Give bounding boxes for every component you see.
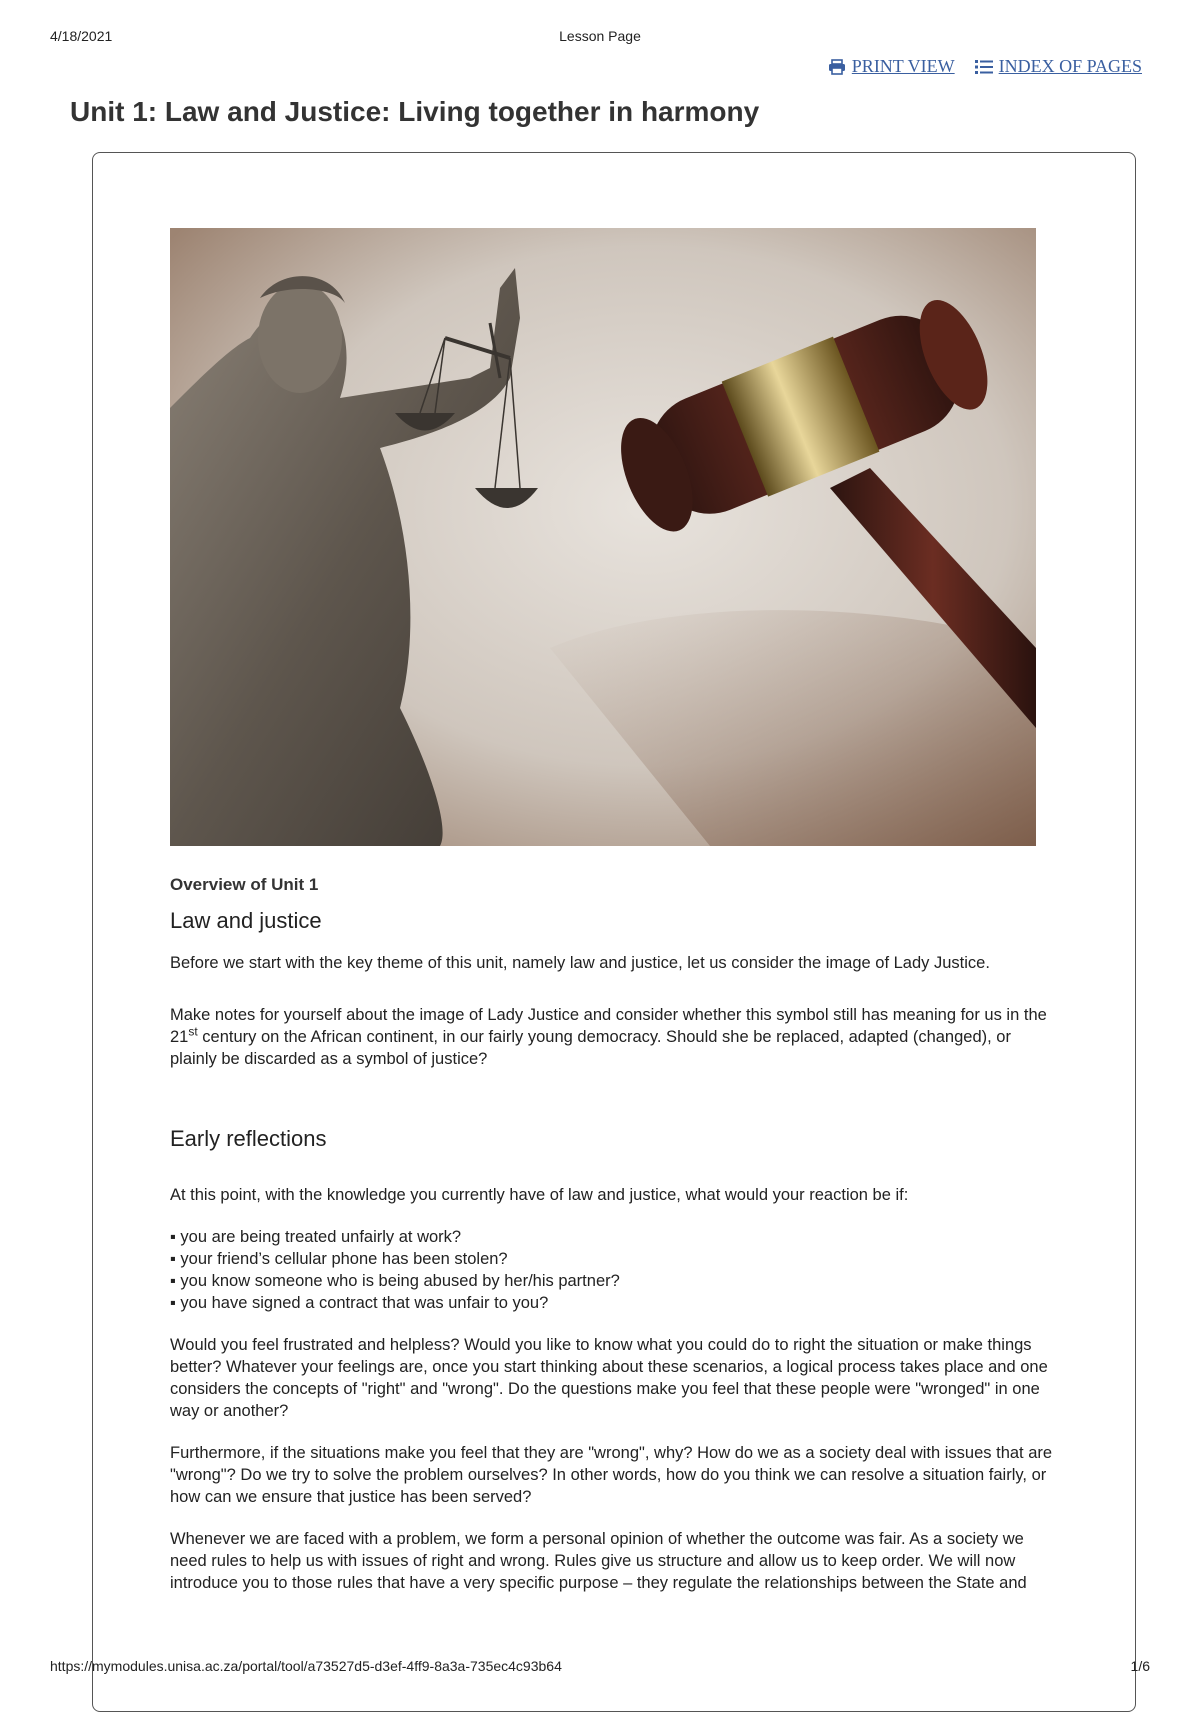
paragraph-question: At this point, with the knowledge you currently have of law and justice, what would your reaction be if: — [170, 1186, 909, 1204]
index-of-pages-link[interactable] — [975, 56, 1142, 77]
paragraph-intro: Before we start with the key theme of this unit, namely law and justice, let us consider the image of Lady Justice. — [170, 954, 990, 972]
paragraph-rules: Whenever we are faced with a problem, we form a personal opinion of whether the outcome was fair. As a society we need rules to help us with issues of right and wrong. Rules give us structure and allow us to keep order. We will now introduce you to those rules that have a very specific purpose – they regulate the relationships between the State and — [170, 1530, 1027, 1592]
paragraph-society: Furthermore, if the situations make you feel that they are "wrong", why? How do we as a society deal with issues that are "wrong"? Do we try to solve the problem ourselves? In other words, how do you think we can resolve a situation fairly, or how can we ensure that justice has been served? — [170, 1444, 1053, 1506]
page-title: Unit 1: Law and Justice: Living together in harmony — [70, 96, 760, 127]
paragraph-lady-justice-a: Make notes for yourself about the image of Lady Justice and consider whether this symbol still has meaning for us in the 21 — [170, 1006, 1047, 1046]
paragraph-lady-justice — [170, 1004, 1060, 1070]
heading-law-and-justice: Law and justice — [170, 908, 322, 933]
print-date: 4/18/2021 — [50, 28, 113, 44]
paragraph-feelings: Would you feel frustrated and helpless? Would you like to know what you could do to right the situation or make things better? Whatever your feelings are, once you start thinking about these scenarios, a logical process takes place and one considers the concepts of "right" and "wrong". Do the questions make you feel that these people were "wronged" in one way or another? — [170, 1336, 1048, 1420]
ordinal-suffix: st — [188, 1024, 198, 1039]
page-url: https://mymodules.unisa.ac.za/portal/tool/a73527d5-d3ef-4ff9-8a3a-735ec4c93b64 — [50, 1658, 562, 1674]
overview-label: Overview of Unit 1 — [170, 875, 319, 894]
page-number: 1/6 — [1130, 1658, 1150, 1674]
toolbar — [828, 56, 1142, 77]
lady-justice-gavel-image — [170, 228, 1036, 846]
heading-early-reflections: Early reflections — [170, 1126, 327, 1151]
print-view-link[interactable] — [828, 56, 955, 77]
paragraph-lady-justice-b: century on the African continent, in our fairly young democracy. Should she be replaced, adapted (changed), or plainly be discarded as a symbol of justice? — [170, 1028, 1011, 1068]
list-icon — [975, 59, 993, 75]
list-item: ▪ you know someone who is being abused by her/his partner? — [170, 1272, 620, 1290]
list-item: ▪ your friend’s cellular phone has been stolen? — [170, 1250, 508, 1268]
list-item: ▪ you are being treated unfairly at work? — [170, 1228, 462, 1246]
print-page-title: Lesson Page — [559, 28, 641, 44]
printer-icon — [828, 59, 846, 75]
hero-illustration — [170, 228, 1036, 846]
print-view-label: PRINT VIEW — [851, 56, 955, 76]
scenario-list — [170, 1226, 1150, 1314]
print-header — [0, 28, 1200, 48]
lesson-content — [170, 874, 1150, 1594]
list-item: ▪ you have signed a contract that was unfair to you? — [170, 1294, 549, 1312]
index-of-pages-label: INDEX OF PAGES — [998, 56, 1142, 76]
